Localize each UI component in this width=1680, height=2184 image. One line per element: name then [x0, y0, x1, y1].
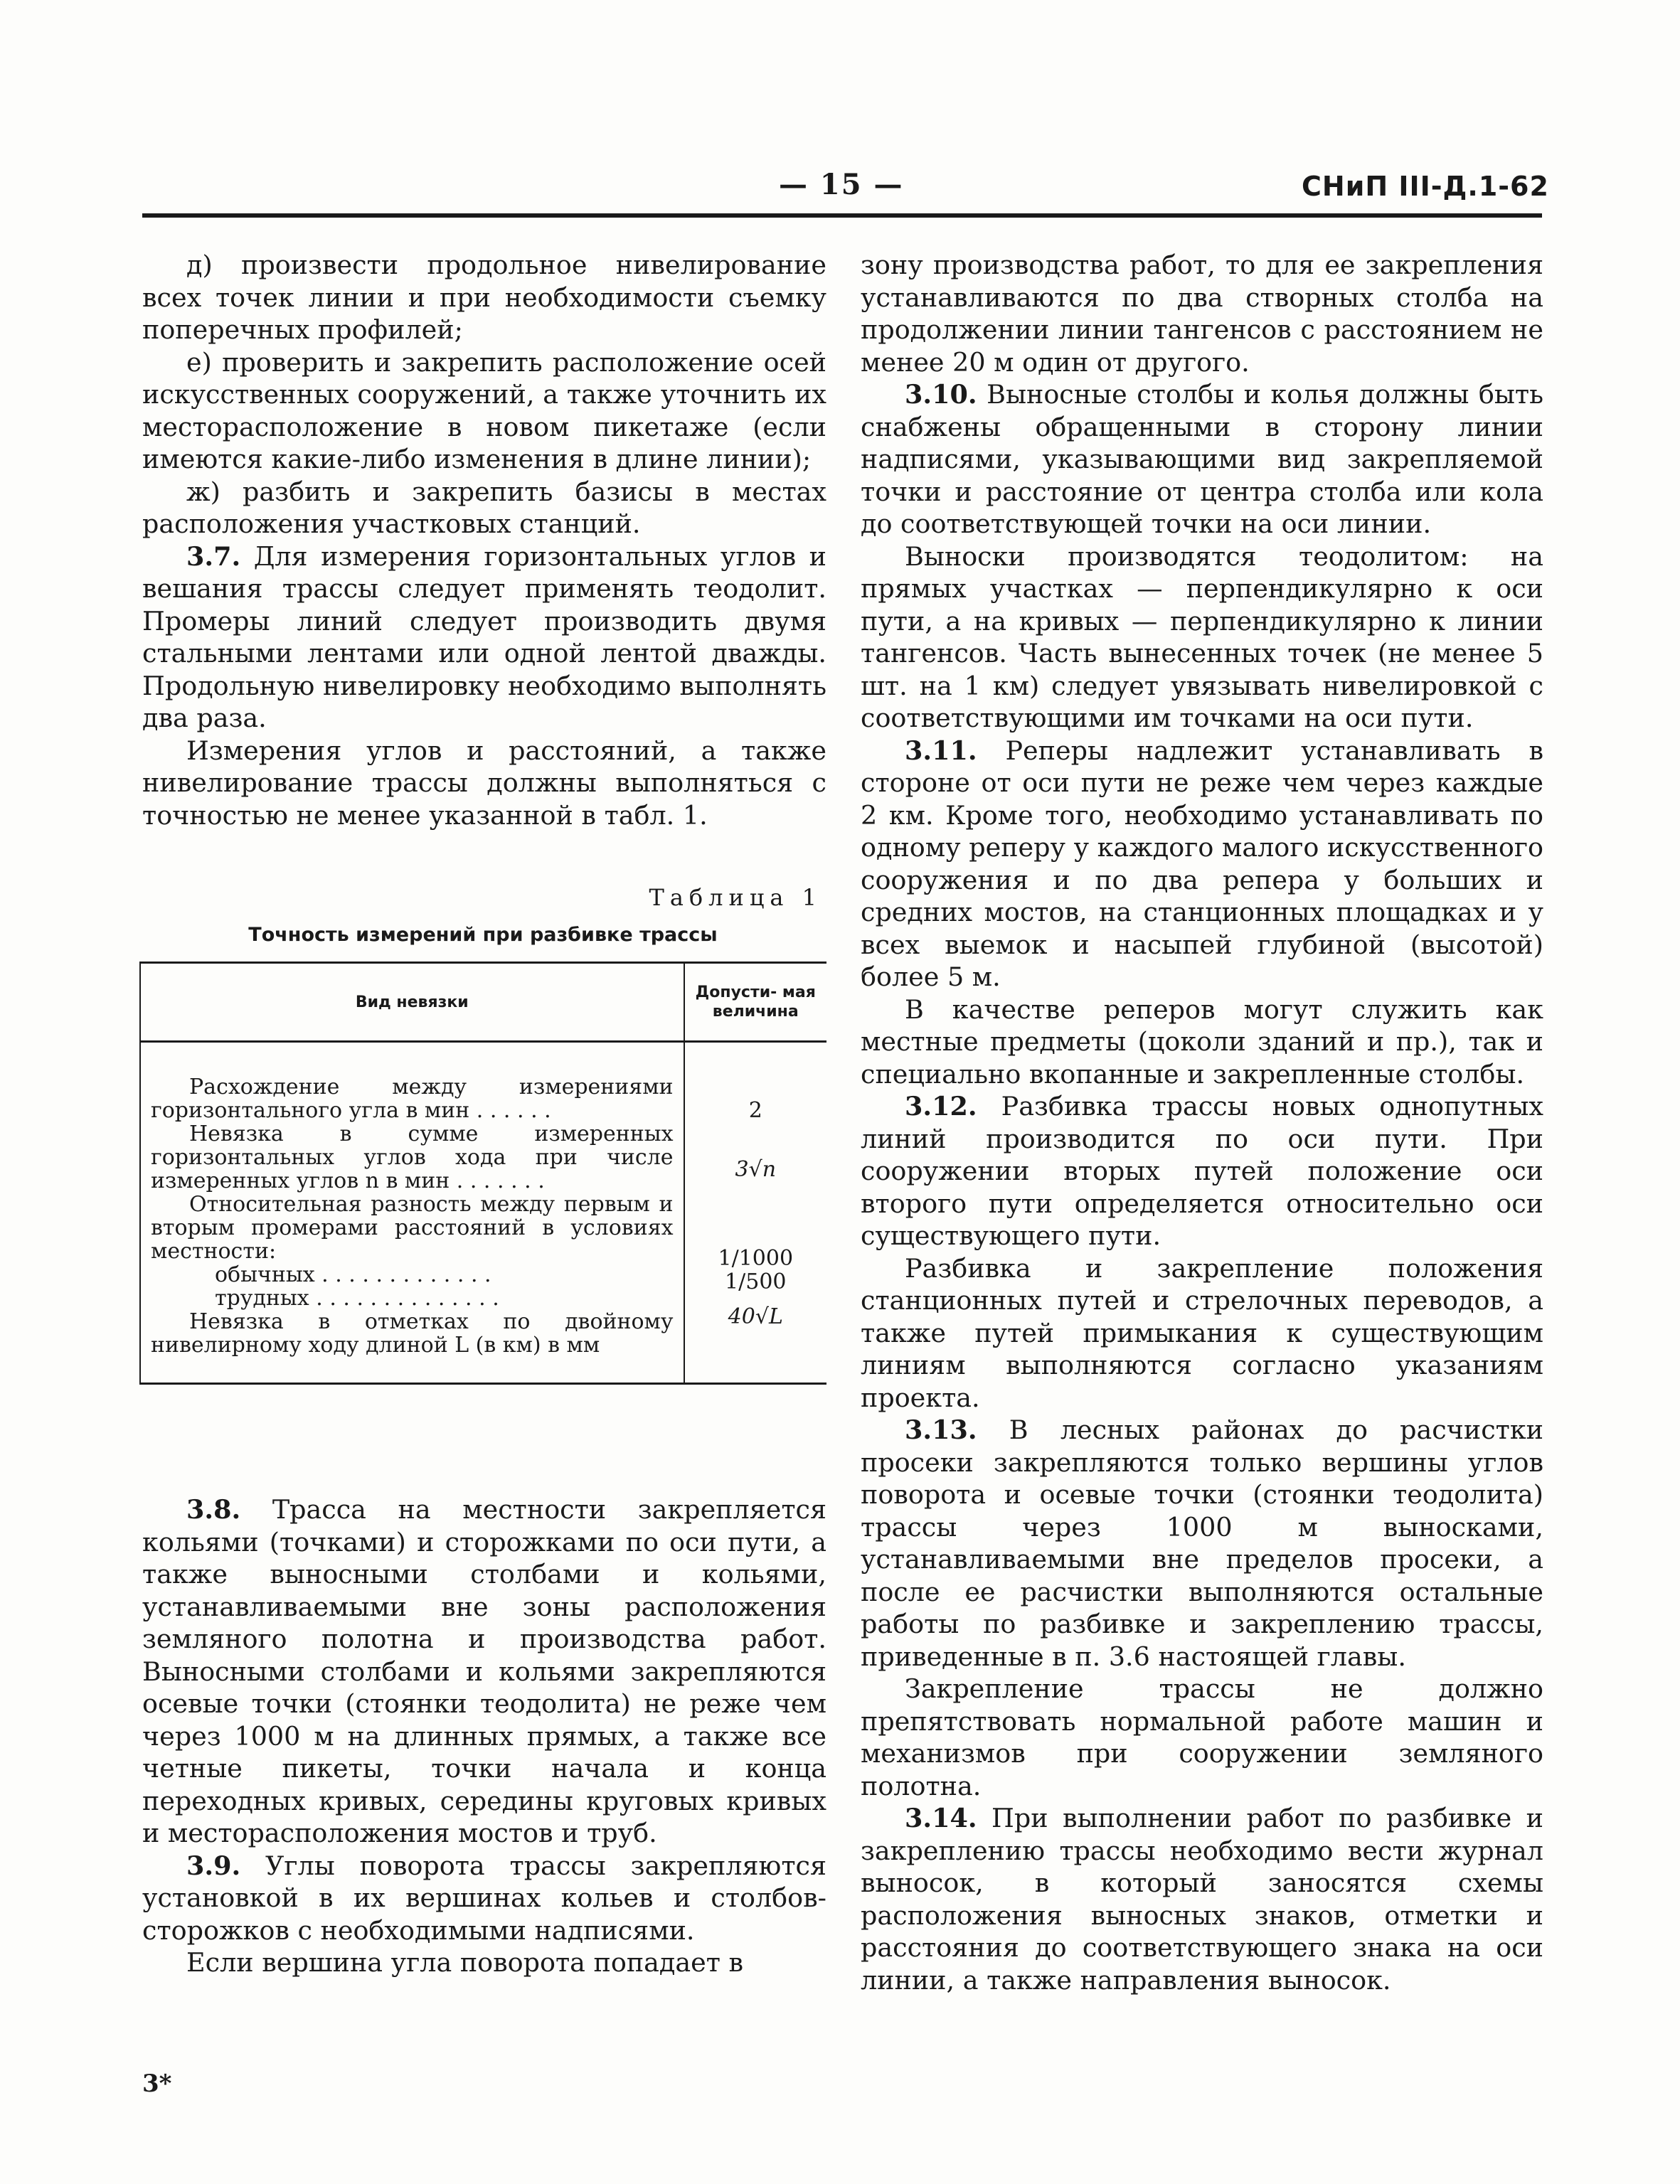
paragraph-e: е) проверить и закрепить расположение осей искусственных сооружений, а также уточнить их месторасположение в новом пикетаже (если имеются какие-либо изменения в длине линии);	[142, 346, 826, 474]
row-relative-diff: Относительная разность между первым и вторым промерами расстояний в условиях местности:	[151, 1192, 674, 1264]
paragraph-text: Реперы надлежит устанавливать в стороне от оси пути не реже чем через каждые 2 км. Кроме того, необходимо устанавливать по одному реперу у каждого малого искусственного сооружения и по два репера у больших и средних мостов, на станционных площадках и у всех выемок и насыпей глубиной (высотой) более 5 м.	[861, 735, 1543, 992]
section-number: 3.12.	[905, 1091, 977, 1122]
paragraph-zh: ж) разбить и закрепить базисы в местах расположения участковых станций.	[142, 476, 826, 539]
paragraph-benchmarks: В качестве реперов могут служить как местные предметы (цоколи зданий и пр.), так и специально вкопанные и закрепленные столбы.	[861, 994, 1543, 1090]
table-title: Точность измерений при разбивке трассы	[248, 924, 718, 946]
section-number: 3.11.	[905, 735, 977, 766]
accuracy-table	[139, 962, 826, 1385]
section-number: 3.13.	[905, 1415, 977, 1445]
table-header-value: Допусти- мая величина	[684, 963, 826, 1042]
row-angle-diff: Расхождение между измерениями горизонтального угла в мин . . . . . .	[151, 1075, 674, 1123]
section-number: 3.10.	[905, 379, 977, 410]
value-levelling: 40√L	[728, 1304, 783, 1329]
paragraph-text: В лесных районах до расчистки просеки закрепляются только вершины углов поворота и осевые точки (стоянки теодолита) трассы через 1000 м выносками, устанавливаемыми вне пределов просеки, а после ее расчистки выполняются остальные работы по разбивке и закреплению трассы, приведенные в п. 3.6 настоящей главы.	[861, 1415, 1543, 1672]
table-1-block	[139, 884, 826, 1385]
paragraph-text: При выполнении работ по разбивке и закреплению трассы необходимо вести журнал выносок, в который заносятся схемы расположения выносных знаков, отметки и расстояния до соответствующего знака на оси линии, а также направления выносок.	[861, 1803, 1543, 1996]
section-number: 3.8.	[186, 1494, 241, 1525]
left-column-top	[142, 249, 826, 831]
paragraph-3-11	[861, 735, 1543, 994]
paragraph-fixing: Закрепление трассы не должно препятствовать нормальной работе машин и механизмов при сооружении земляного полотна.	[861, 1673, 1543, 1801]
section-number: 3.9.	[186, 1850, 241, 1881]
paragraph-3-14	[861, 1802, 1543, 1996]
document-code: СНиП III-Д.1-62	[1302, 171, 1549, 202]
row-levelling: Невязка в отметках по двойному нивелирному ходу длиной L (в км) в мм	[151, 1309, 674, 1358]
value-angle-diff: 2	[748, 1098, 762, 1123]
value-difficult: 1/500	[725, 1269, 787, 1294]
paragraph-3-7	[142, 540, 826, 735]
paragraph-3-10	[861, 378, 1543, 540]
right-column	[861, 249, 1543, 1996]
row-normal: обычных . . . . . . . . . . . . .	[215, 1262, 491, 1287]
footnote-mark: 3*	[142, 2070, 172, 2098]
paragraph-text: Выносные столбы и колья должны быть снабжены обращенными в сторону линии надписями, указывающими вид закрепляемой точки и расстояние от центра столба или кола до соответствующей точки на оси линии.	[861, 379, 1543, 539]
paragraph-offsets: Выноски производятся теодолитом: на прямых участках — перпендикулярно к оси пути, а на кривых — перпендикулярно к линии тангенсов. Часть вынесенных точек (не менее 5 шт. на 1 км) следует увязывать нивелировкой с соответствующими им точками на оси пути.	[861, 540, 1543, 733]
section-number: 3.14.	[905, 1803, 977, 1833]
table-caption: Таблица 1	[649, 884, 822, 911]
row-angle-sum: Невязка в сумме измеренных горизонтальных углов хода при числе измеренных углов n в мин . . . . . . .	[151, 1122, 674, 1193]
value-angle-sum: 3√n	[735, 1157, 777, 1182]
paragraph-zone: зону производства работ, то для ее закрепления устанавливаются по два створных столба на продолжении линии тангенсов с расстоянием не менее 20 м один от другого.	[861, 250, 1543, 378]
value-normal: 1/1000	[718, 1246, 794, 1271]
row-difficult: трудных . . . . . . . . . . . . . .	[215, 1286, 499, 1311]
paragraph-3-9	[142, 1850, 826, 1947]
header-rule	[142, 213, 1542, 218]
table-cell-values	[684, 1042, 826, 1384]
table-header-desc: Вид невязки	[140, 963, 684, 1042]
paragraph-text: Разбивка трассы новых однопутных линий производится по оси пути. При сооружении вторых путей положение оси второго пути определяется относительно оси существующего пути.	[861, 1091, 1543, 1251]
paragraph-text: Трасса на местности закрепляется кольями (точками) и сторожками по оси пути, а также выносными столбами и кольями, устанавливаемыми вне зоны расположения земляного полотна и производства работ. Выносными столбами и кольями закрепляются осевые точки (стоянки теодолита) не реже чем через 1000 м на длинных прямых, а также все четные пикеты, точки начала и конца переходных кривых, середины круговых кривых и месторасположения мостов и труб.	[142, 1494, 826, 1848]
paragraph-measurements: Измерения углов и расстояний, а также нивелирование трассы должны выполняться с точностью не менее указанной в табл. 1.	[142, 735, 826, 831]
page-number: — 15 —	[779, 168, 904, 201]
left-column-bottom	[142, 1493, 826, 1979]
table-row	[140, 1042, 826, 1384]
paragraph-d: д) произвести продольное нивелирование всех точек линии и при необходимости съемку поперечных профилей;	[142, 250, 826, 345]
table-cell-desc	[140, 1042, 684, 1384]
paragraph-text: Углы поворота трассы закрепляются установкой в их вершинах кольев и столбов-сторожков с необходимыми надписями.	[142, 1850, 826, 1946]
paragraph-text: Для измерения горизонтальных углов и вешания трассы следует применять теодолит. Промеры линий следует производить двумя стальными лентами или одной лентой дважды. Продольную нивелировку необходимо выполнять два раза.	[142, 540, 826, 733]
paragraph-3-8	[142, 1493, 826, 1850]
paragraph-vertex: Если вершина угла поворота попадает в	[186, 1947, 744, 1978]
paragraph-3-12	[861, 1090, 1543, 1252]
paragraph-station-tracks: Разбивка и закрепление положения станционных путей и стрелочных переводов, а также путей примыкания к существующим линиям выполняются согласно указаниям проекта.	[861, 1252, 1543, 1413]
paragraph-3-13	[861, 1414, 1543, 1673]
section-number: 3.7.	[186, 540, 241, 572]
